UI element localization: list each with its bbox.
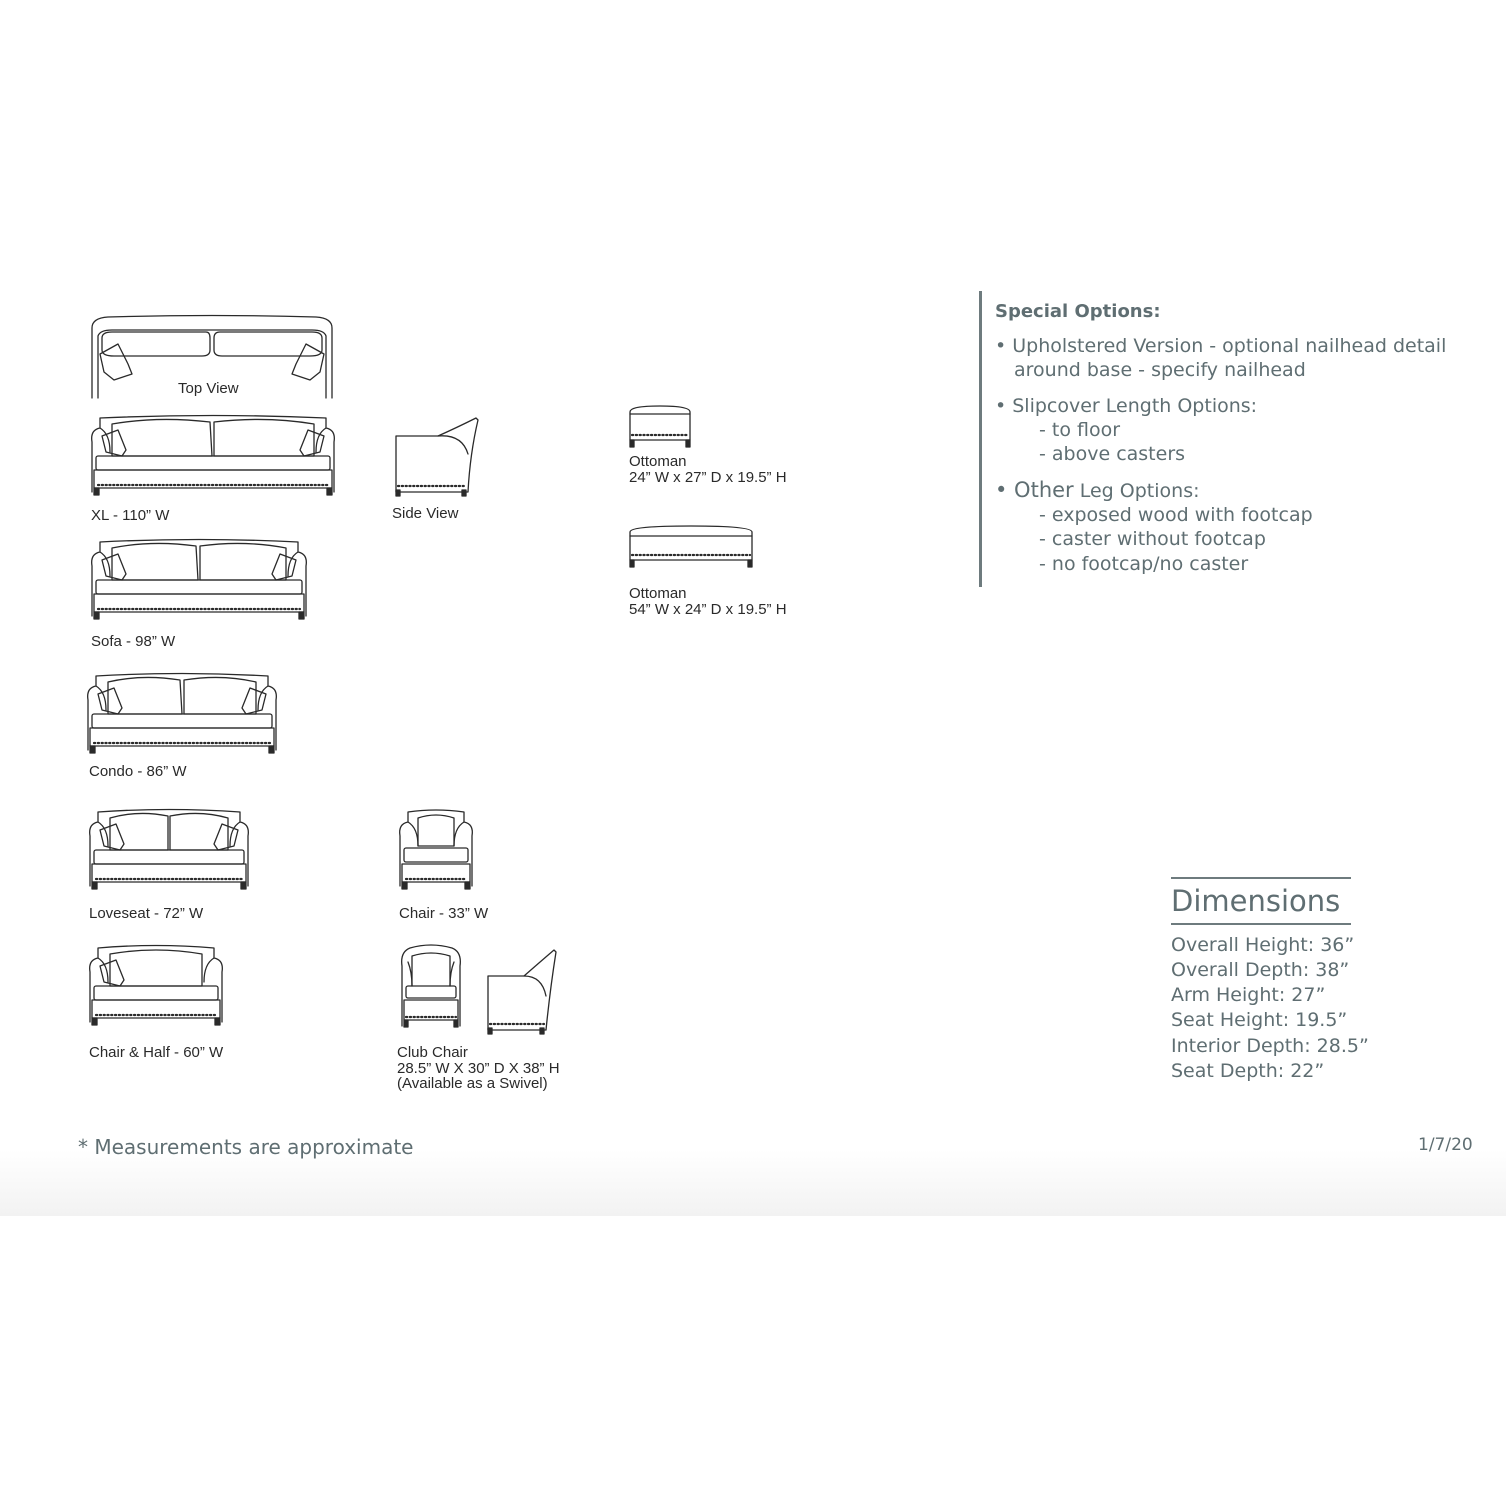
ottoman-large-name: Ottoman [629,585,687,602]
leg-item-caster: - caster without footcap [1039,528,1266,550]
leg-option [995,478,1200,502]
chair-drawing [396,806,476,892]
slipcover-item-casters: - above casters [1039,443,1186,465]
xl-sofa-label: XL - 110” W [91,507,170,524]
dimension-row: Overall Height: 36” [1171,934,1355,956]
club-chair-front-drawing [396,942,466,1032]
club-chair-note: (Available as a Swivel) [397,1075,548,1092]
dimension-row: Seat Depth: 22” [1171,1060,1325,1082]
slipcover-item-floor: - to floor [1039,419,1121,441]
ottoman-small-dims: 24” W x 27” D x 19.5” H [629,468,787,486]
leg-item-wood: - exposed wood with footcap [1039,504,1313,526]
loveseat-label: Loveseat - 72” W [89,905,204,922]
ottoman-small-drawing [627,404,693,450]
dimension-row: Interior Depth: 28.5” [1171,1035,1369,1057]
ottoman-large-dims: 54” W x 24” D x 19.5” H [629,600,787,618]
dimensions-title: Dimensions [1171,884,1341,918]
dimensions-top-rule [1171,877,1351,879]
upholstered-option-line2: around base - specify nailhead [1014,359,1306,381]
upholstered-option-line1: • Upholstered Version - optional nailhead detail [995,335,1447,357]
side-view-drawing [392,414,482,498]
club-chair-name: Club Chair [397,1044,468,1061]
sofa-label: Sofa - 98” W [91,633,176,650]
measurements-footnote: * Measurements are approximate [78,1135,414,1159]
chair-half-label: Chair & Half - 60” W [89,1044,224,1061]
club-chair-dims: 28.5” W X 30” D X 38” H [397,1059,560,1077]
bottom-shadow-band [0,1150,1506,1216]
leg-option-rest: Leg Options: [1073,480,1200,502]
special-options-heading: Special Options: [995,301,1161,322]
side-view-label: Side View [392,505,459,522]
loveseat-drawing [86,806,252,892]
dimension-row: Seat Height: 19.5” [1171,1009,1348,1031]
leg-item-none: - no footcap/no caster [1039,553,1249,575]
revision-date: 1/7/20 [1418,1135,1473,1155]
sofa-drawing [88,536,310,622]
ottoman-large-drawing [627,524,755,570]
chair-half-drawing [86,942,226,1028]
club-chair-label [397,1045,560,1092]
ottoman-large-label [629,586,787,617]
condo-label: Condo - 86” W [89,763,187,780]
slipcover-option: • Slipcover Length Options: [995,395,1258,417]
top-view-label: Top View [178,380,239,397]
ottoman-small-name: Ottoman [629,453,687,470]
leg-option-prefix: • Other [995,478,1074,502]
condo-drawing [84,670,280,756]
ottoman-small-label [629,454,787,485]
dimension-row: Arm Height: 27” [1171,984,1326,1006]
dimensions-bottom-rule [1171,923,1351,925]
chair-label: Chair - 33” W [399,905,489,922]
club-chair-side-drawing [484,946,560,1036]
dimension-row: Overall Depth: 38” [1171,959,1350,981]
xl-sofa-drawing [88,412,338,498]
special-options-panel [979,291,1482,587]
